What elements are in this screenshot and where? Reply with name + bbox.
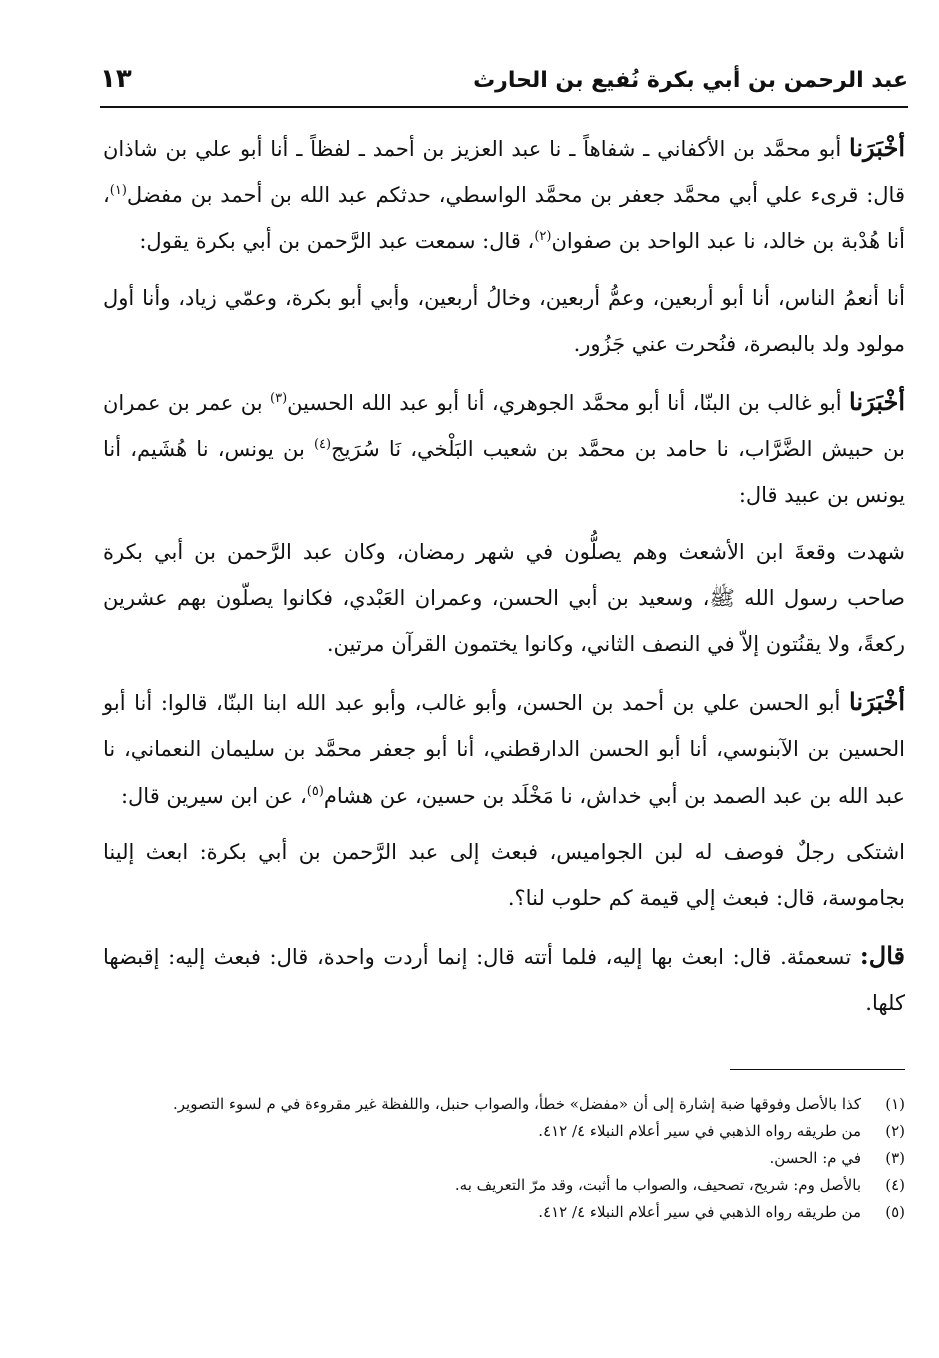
page-header (100, 62, 908, 102)
footnote-ref: (١) (109, 183, 127, 199)
footnote (103, 1118, 905, 1145)
footnote-number: (٥) (885, 1203, 905, 1221)
footnote (103, 1145, 905, 1172)
keyword-qal: قال: (859, 941, 905, 971)
footnote-ref: (٢) (534, 229, 552, 245)
footnote-number: (٢) (885, 1122, 905, 1140)
keyword-akhbarana: أخْبَرَنا (849, 133, 905, 162)
text-run: بن يونس، نا هُشَيم، أنا يونس بن عبيد قال: (103, 437, 905, 508)
footnote-ref: (٣) (270, 391, 288, 407)
text-run: ، أنا هُدْبة بن خالد، نا عبد الواحد بن صفوان (103, 183, 905, 254)
main-text (103, 125, 905, 1039)
footnote-text: من طريقه رواه الذهبي في سير أعلام النبلاء ٤/ ٤١٢. (538, 1203, 861, 1221)
footnote-text: كذا بالأصل وفوقها ضبة إشارة إلى أن «مفضل» خطأ، والصواب حنبل، واللفظة غير مقروءة في م لسوء التصوير. (172, 1095, 861, 1113)
matn-paragraph: اشتكى رجلٌ فوصف له لبن الجواميس، فبعث إلى عبد الرَّحمن بن أبي بكرة: ابعث إلينا بجاموسة، قال: فبعث إلي قيمة كم حلوب لنا؟. (103, 839, 905, 911)
matn-paragraph: شهدت وقعةَ ابن الأشعث وهم يصلُّون في شهر رمضان، وكان عبد الرَّحمن بن أبي بكرة صاحب رسول الله ﷺ، وسعيد بن أبي الحسن، وعمران العَبْدي، فكانوا يصلّون بهم عشرين ركعةً، ولا يقنُتون إلاّ في النصف الثاني، وكانوا يختمون القرآن مرتين. (103, 539, 905, 657)
text-run: تسعمئة. قال: ابعث بها إليه، فلما أتته قال: إنما أردت واحدة، قال: فبعث إليه: إقبضها كلها. (103, 945, 905, 1016)
header-rule (100, 106, 908, 108)
page-number: ١٣ (100, 64, 132, 94)
isnad-paragraph (103, 679, 905, 819)
isnad-paragraph (103, 125, 905, 265)
footnote-number: (٤) (885, 1176, 905, 1194)
footnote-ref: (٤) (313, 437, 332, 453)
footnote-number: (١) (885, 1095, 905, 1113)
keyword-akhbarana: أخْبَرَنا (849, 387, 905, 417)
footnote-text: من طريقه رواه الذهبي في سير أعلام النبلاء ٤/ ٤١٢. (538, 1122, 861, 1140)
text-run: أبو الحسن علي بن أحمد بن الحسن، وأبو غالب، وأبو عبد الله ابنا البنّا، قالوا: أنا أبو الحسين بن الآبنوسي، أنا أبو الحسن الدارقطني، أنا أبو جعفر محمَّد بن سليمان النعماني، نا عبد الله بن عبد الصمد بن أبي خداش، نا مَخْلَد بن حسين، عن هشام (103, 691, 905, 808)
text-run: أبو محمَّد بن الأكفاني ـ شفاهاً ـ نا عبد العزيز بن أحمد ـ لفظاً ـ أنا أبو علي بن شاذان قال: قرىء علي أبي محمَّد جعفر بن محمَّد الواسطي، حدثكم عبد الله بن أحمد بن مفضل (103, 137, 905, 208)
footnote (103, 1172, 905, 1199)
keyword-akhbarana: أخْبَرَنا (849, 687, 905, 717)
footnote-number: (٣) (885, 1149, 905, 1167)
isnad-paragraph (103, 379, 905, 519)
footnote (103, 1091, 905, 1118)
matn-paragraph (103, 933, 905, 1026)
footnotes (103, 1091, 905, 1226)
running-title: عبد الرحمن بن أبي بكرة نُفيع بن الحارث (473, 68, 908, 93)
footnote-separator (730, 1069, 905, 1070)
matn-paragraph: أنا أنعمُ الناس، أنا أبو أربعين، وعمُّ أربعين، وخالُ أربعين، وأبي أبو بكرة، وعمّي زياد، وأنا أول مولود ولد بالبصرة، فنُحرت عني جَزُور. (103, 285, 905, 356)
text-run: ، عن ابن سيرين قال: (120, 783, 307, 808)
footnote (103, 1199, 905, 1226)
text-run: بن عمر بن عمران بن حبيش الضَّرَّاب، نا حامد بن محمَّد بن شعيب البَلْخي، نَا سُرَيج (103, 391, 905, 462)
footnote-ref: (٥) (306, 783, 324, 799)
text-run: ، قال: سمعت عبد الرَّحمن بن أبي بكرة يقول: (139, 229, 535, 254)
text-run: أبو غالب بن البنّا، أنا أبو محمَّد الجوهري، أنا أبو عبد الله الحسين (287, 391, 842, 416)
footnote-text: بالأصل وم: شريح، تصحيف، والصواب ما أثبت، وقد مرّ التعريف به. (454, 1176, 861, 1194)
footnote-text: في م: الحسن. (769, 1149, 861, 1167)
